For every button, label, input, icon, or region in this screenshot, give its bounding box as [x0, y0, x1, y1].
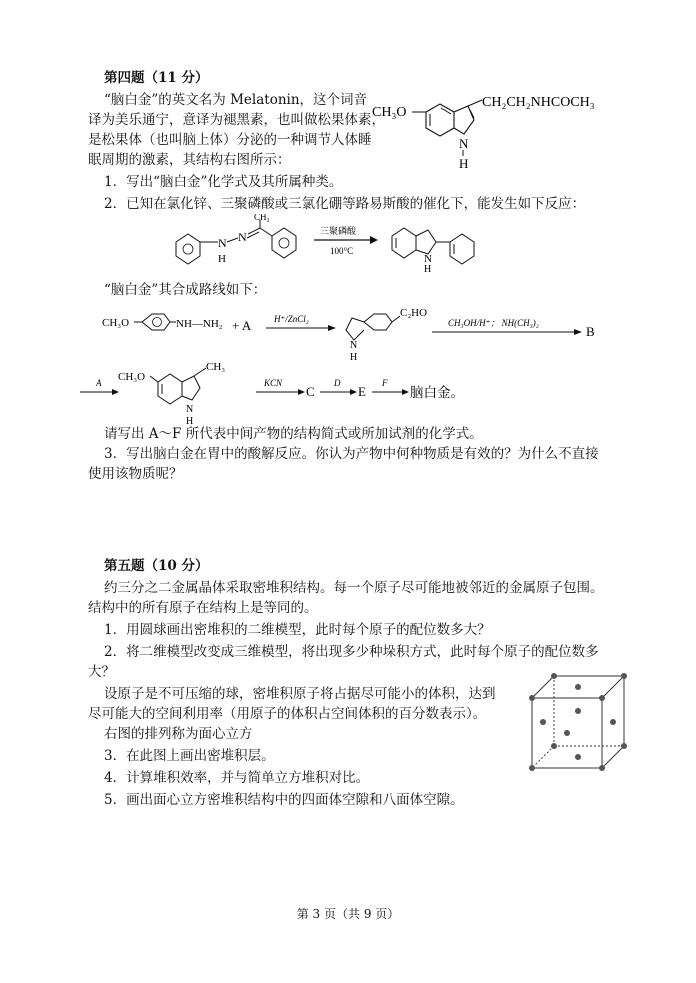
q5-item1: 1．用圆球画出密堆积的二维模型，此时每个原子的配位数多大？: [104, 622, 491, 638]
q4-item1: 1．写出“脑白金”化学式及其所属种类。: [104, 174, 343, 190]
s1-cond2-label: CH₃OH/H⁺； NH(CH₃)₂: [448, 318, 539, 328]
q4-item2: 2．已知在氯化锌、三聚磷酸或三氯化硼等路易斯酸的催化下，能发生如下反应：: [104, 196, 586, 212]
s1-b-label: B: [586, 324, 595, 339]
q4-intro-line3: 是松果体（也叫脑上体）分泌的一种调节人体睡: [88, 132, 372, 148]
s1-h-label: H: [350, 352, 358, 363]
rxn-catalyst-label: 三聚磷酸: [320, 226, 357, 236]
page-footer: 第 3 页（共 9 页）: [296, 907, 400, 921]
rxn-h-label: H: [218, 253, 226, 265]
q5-para3: 右图的排列称为面心立方: [104, 726, 253, 742]
q4-synthesis-title: “脑白金”其合成路线如下：: [104, 282, 267, 298]
rxn-n1-label: N: [218, 236, 227, 250]
struct-sidechain-label: CH₂CH₂NHCOCH₃: [482, 95, 595, 110]
q5-title: 第五题（10 分）: [104, 558, 209, 574]
rxn-prod-h-label: H: [424, 264, 432, 275]
q5-para2-line1: 设原子是不可压缩的球，密堆积原子将占据尽可能小的体积，达到: [104, 686, 496, 702]
s2-f-label: F: [382, 378, 388, 388]
s1-cond-label: H⁺/ZnCl₂: [274, 314, 309, 324]
s1-cho-label: C₂HO: [400, 307, 428, 319]
s1-plus-a-label: + A: [232, 318, 252, 333]
s2-c-label: C: [306, 384, 315, 399]
struct-h-label: H: [459, 156, 469, 171]
rxn-prod-n-label: N: [424, 253, 432, 265]
s1-ch3o-label: CH₃O: [102, 317, 130, 329]
q5-item5: 5．画出面心立方密堆积结构中的四面体空隙和八面体空隙。: [104, 792, 464, 808]
rxn-temp-label: 100°C: [330, 246, 354, 256]
q5-item2-line2: 大？: [88, 664, 115, 680]
q5-para1-line1: 约三分之二金属晶体采取密堆积结构。每一个原子尽可能地被邻近的金属原子包围。: [104, 580, 604, 596]
q4-intro-line2: 译为美乐通宁，意译为褪黑素，也叫做松果体素，: [88, 112, 385, 128]
q5-item3: 3．在此图上画出密堆积层。: [104, 748, 275, 764]
s2-e-label: E: [358, 384, 366, 399]
rxn-ch3-label: CH₃: [254, 214, 270, 222]
s2-end-label: 脑白金。: [410, 385, 464, 400]
q4-intro-line1: “脑白金”的英文名为 Melatonin，这个词音: [104, 92, 368, 108]
s1-nhnh2-label: NH—NH₂: [176, 318, 223, 330]
struct-ch3o-label: CH₃O: [372, 105, 407, 120]
rxn-n2-label: N: [238, 230, 247, 244]
synthesis-step2: [76, 356, 546, 428]
s2-d-label: D: [334, 378, 341, 388]
fcc-cube-diagram: [522, 668, 632, 778]
q4-item3-line1: 3．写出脑白金在胃中的酸解反应。你认为产物中何种物质是有效的？为什么不直接: [104, 446, 599, 462]
q5-para1-line2: 结构中的所有原子在结构上是等同的。: [88, 600, 318, 616]
s1-n-label: N: [350, 340, 358, 351]
s2-kcn-label: KCN: [264, 378, 283, 388]
q5-item2-line1: 2．将二维模型改变成三维模型，将出现多少种垛积方式，此时每个原子的配位数多: [104, 644, 599, 660]
q4-intro-line4: 眠周期的激素，其结构右图所示：: [88, 152, 291, 168]
synthesis-step1: [96, 300, 616, 364]
s2-n-label: N: [186, 404, 194, 415]
s2-h-label: H: [186, 416, 194, 427]
q4-item3-line2: 使用该物质呢？: [88, 466, 183, 482]
q4-ask: 请写出 A～F 所代表中间产物的结构简式或所加试剂的化学式。: [104, 426, 483, 442]
s2-a-label: A: [96, 378, 102, 388]
q5-item4: 4．计算堆积效率，并与简单立方堆积对比。: [104, 770, 370, 786]
fischer-reaction-scheme: [170, 214, 530, 278]
s2-ch3-label: CH₃: [206, 361, 226, 373]
s2-ch3o-label: CH₃O: [118, 371, 146, 383]
melatonin-structure: [370, 90, 650, 175]
q4-title: 第四题（11 分）: [104, 70, 209, 86]
q5-para2-line2: 尽可能大的空间利用率（用原子的体积占空间体积的百分数表示）。: [88, 706, 487, 722]
struct-n-label: N: [459, 136, 469, 151]
